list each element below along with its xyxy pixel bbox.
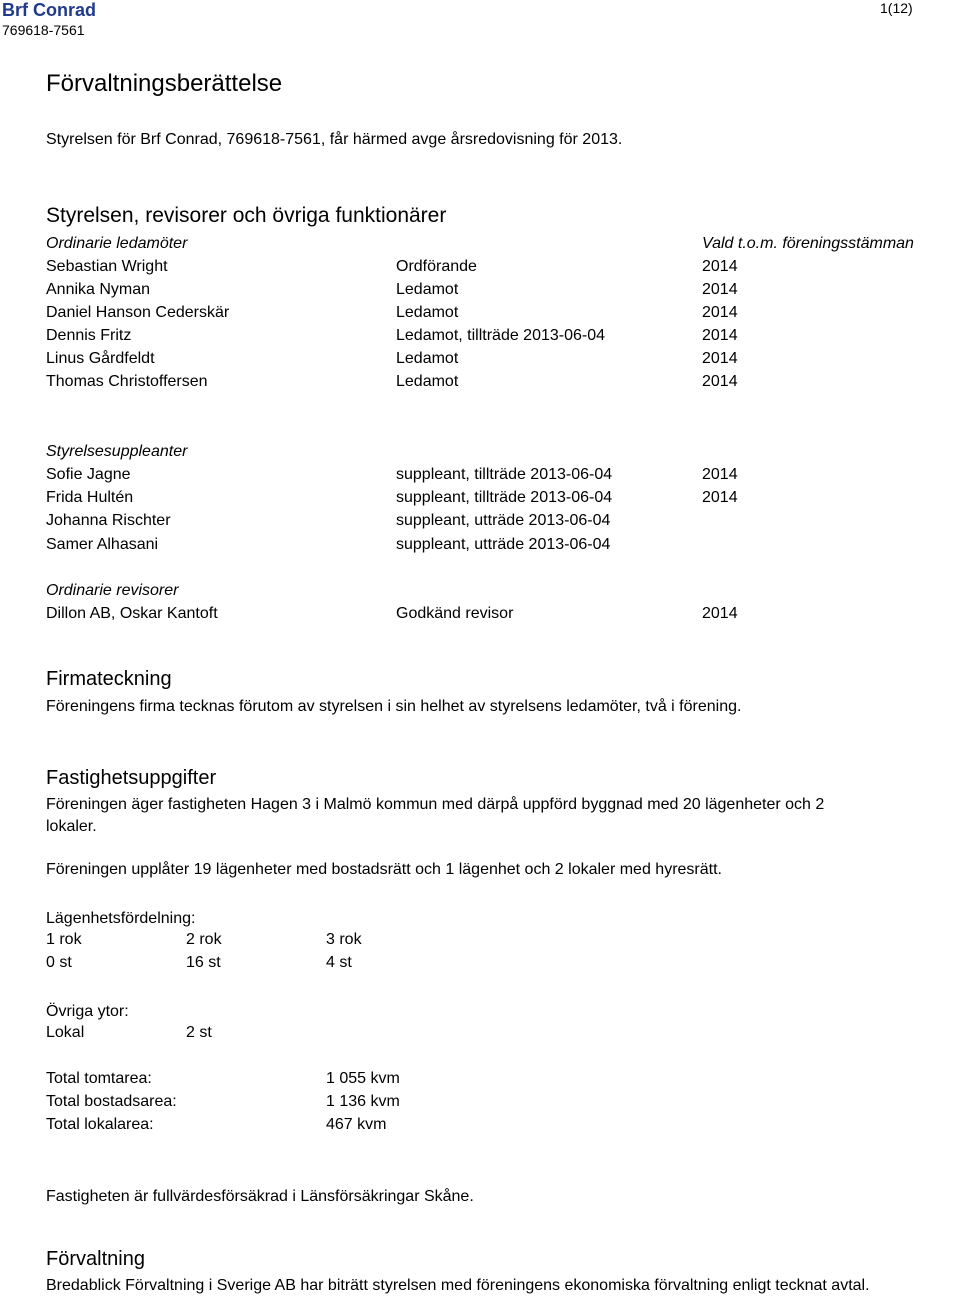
area-value: 1 136 kvm [326,1093,400,1110]
distribution-value-row [0,954,960,977]
other-area-count: 2 st [186,1024,212,1041]
property-text-1: Föreningen äger fastigheten Hagen 3 i Malmö kommun med därpå uppförd byggnad med 20 lägenheter och 2 lokaler. [46,796,825,835]
member-row [0,281,960,304]
distribution-header-row [0,931,960,954]
auditors-label: Ordinarie revisorer [46,582,179,599]
area-row [0,1116,960,1139]
auditor-name: Dillon AB, Oskar Kantoft [46,605,218,622]
member-name: Linus Gårdfeldt [46,350,155,367]
deputy-year: 2014 [702,489,738,506]
area-value: 1 055 kvm [326,1070,400,1087]
member-year: 2014 [702,373,738,390]
member-row [0,258,960,281]
deputy-row [0,466,960,489]
deputy-year: 2014 [702,466,738,483]
area-row [0,1093,960,1116]
distribution-header: 1 rok [46,931,82,948]
deputy-row [0,489,960,512]
page-number: 1(12) [880,0,913,16]
auditor-role: Godkänd revisor [396,605,514,622]
management-text: Bredablick Förvaltning i Sverige AB har biträtt styrelsen med föreningens ekonomiska förvaltning enligt tecknat avtal. [46,1277,870,1294]
member-row [0,327,960,350]
deputy-role: suppleant, utträde 2013-06-04 [396,512,611,529]
area-label: Total lokalarea: [46,1116,154,1133]
area-label: Total bostadsarea: [46,1093,177,1110]
area-label: Total tomtarea: [46,1070,152,1087]
area-value: 467 kvm [326,1116,387,1133]
member-year: 2014 [702,350,738,367]
signing-text: Föreningens firma tecknas förutom av styrelsen i sin helhet av styrelsens ledamöter, två i förening. [46,698,742,715]
distribution-value: 0 st [46,954,72,971]
distribution-header: 2 rok [186,931,222,948]
board-heading: Styrelsen, revisorer och övriga funktionärer [46,204,447,227]
deputy-name: Sofie Jagne [46,466,131,483]
distribution-value: 4 st [326,954,352,971]
member-year: 2014 [702,327,738,344]
members-label: Ordinarie ledamöter [46,235,188,252]
member-role: Ledamot [396,281,459,298]
member-year: 2014 [702,281,738,298]
other-areas-row [0,1024,960,1047]
intro-text: Styrelsen för Brf Conrad, 769618-7561, får härmed avge årsredovisning för 2013. [46,131,623,148]
deputies-label: Styrelsesuppleanter [46,443,188,460]
deputy-row [0,536,960,559]
member-role: Ledamot [396,304,459,321]
member-row [0,373,960,396]
member-role: Ledamot [396,373,459,390]
organization-name: Brf Conrad [2,0,96,20]
distribution-header: 3 rok [326,931,362,948]
elected-label: Vald t.o.m. föreningsstämman [702,235,914,252]
deputy-name: Johanna Rischter [46,512,171,529]
deputy-role: suppleant, tillträde 2013-06-04 [396,466,613,483]
signing-heading: Firmateckning [46,668,172,690]
member-role: Ledamot [396,350,459,367]
member-name: Thomas Christoffersen [46,373,208,390]
auditor-row [0,605,960,628]
member-name: Annika Nyman [46,281,151,298]
member-row [0,350,960,373]
deputy-row [0,512,960,535]
area-row [0,1070,960,1093]
member-year: 2014 [702,304,738,321]
member-name: Daniel Hanson Cederskär [46,304,230,321]
other-areas-label: Övriga ytor: [46,1003,129,1020]
deputy-role: suppleant, tillträde 2013-06-04 [396,489,613,506]
property-heading: Fastighetsuppgifter [46,767,217,789]
member-year: 2014 [702,258,738,275]
auditor-year: 2014 [702,605,738,622]
other-area-type: Lokal [46,1024,85,1041]
insurance-text: Fastigheten är fullvärdesförsäkrad i Länsförsäkringar Skåne. [46,1188,474,1205]
member-name: Sebastian Wright [46,258,168,275]
management-heading: Förvaltning [46,1248,145,1270]
page-title: Förvaltningsberättelse [46,70,283,97]
member-role: Ledamot, tillträde 2013-06-04 [396,327,606,344]
member-name: Dennis Fritz [46,327,132,344]
deputy-name: Samer Alhasani [46,536,159,553]
property-text-2: Föreningen upplåter 19 lägenheter med bostadsrätt och 1 lägenhet och 2 lokaler med hyresrätt. [46,861,722,878]
organization-number: 769618-7561 [2,22,85,38]
deputy-name: Frida Hultén [46,489,134,506]
member-row [0,304,960,327]
deputy-role: suppleant, utträde 2013-06-04 [396,536,611,553]
member-role: Ordförande [396,258,477,275]
distribution-value: 16 st [186,954,221,971]
distribution-label: Lägenhetsfördelning: [46,910,196,927]
